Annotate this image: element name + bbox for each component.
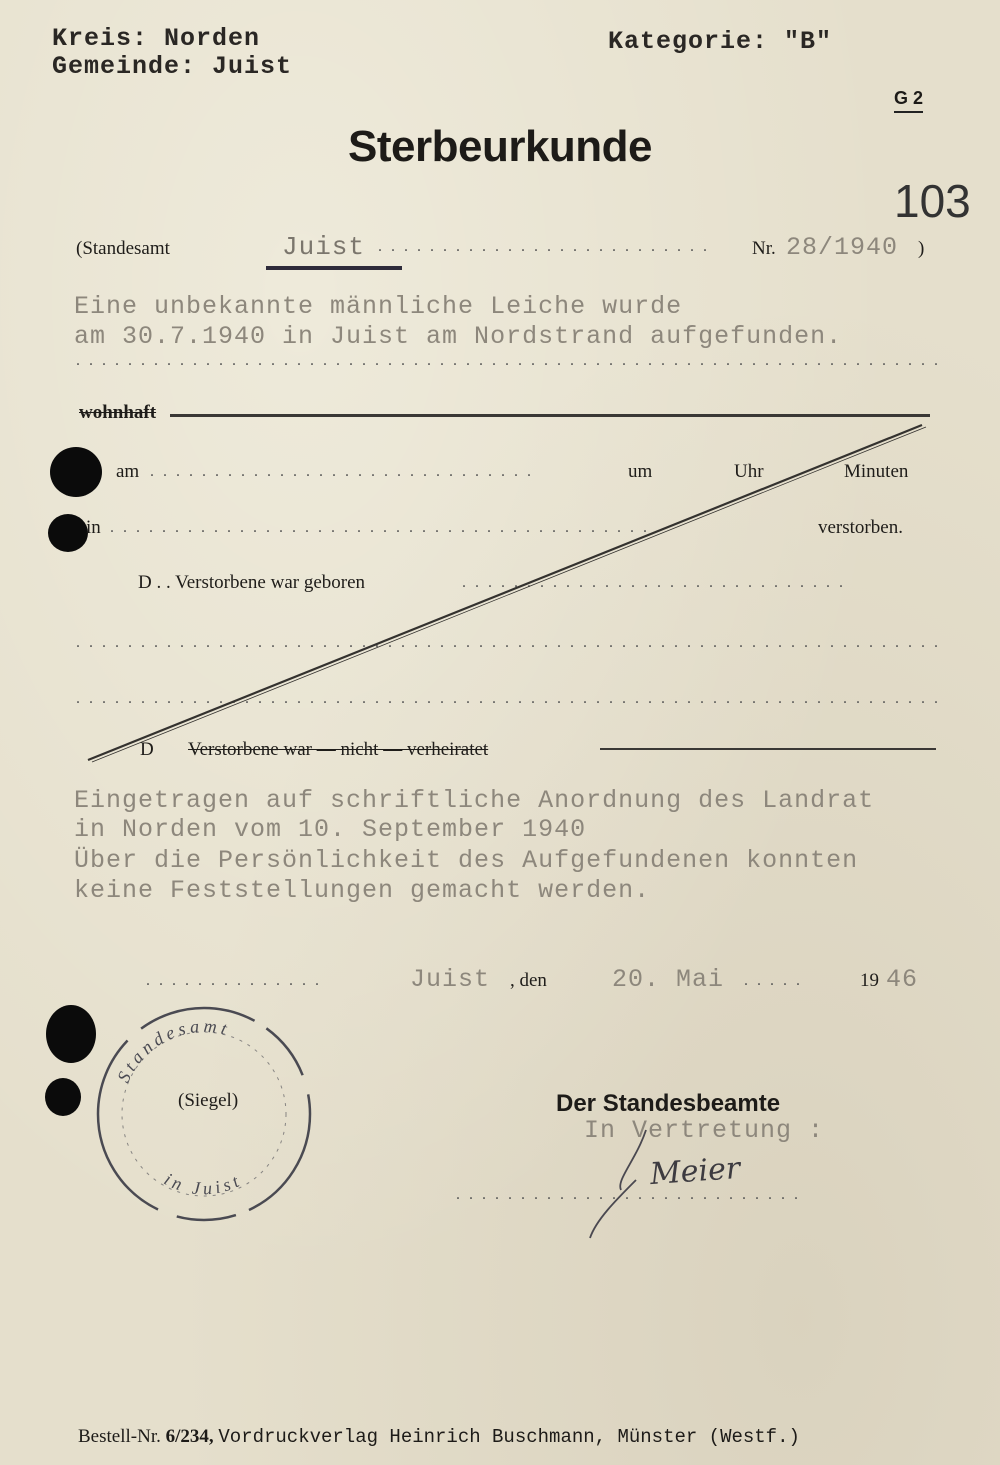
remark-line-2: in Norden vom 10. September 1940 <box>74 815 587 844</box>
date-place: Juist <box>410 965 491 994</box>
minuten-label: Minuten <box>844 461 909 482</box>
uhr-label: Uhr <box>734 461 764 482</box>
stamp-text-top: Standesamt <box>113 1015 233 1086</box>
register-number: 103 <box>894 175 971 227</box>
nr-value: 28/1940 <box>786 233 899 262</box>
geboren-label: D . . Verstorbene war geboren <box>138 572 366 593</box>
signature-dots: ........................... <box>456 1186 807 1203</box>
stamp-text-bottom: in Juist <box>161 1168 246 1199</box>
date-den-label: , den <box>510 970 547 991</box>
signature-name: Meier <box>648 1150 742 1193</box>
standesamt-dots: .......................... <box>378 238 716 255</box>
date-dots-tail: ..... <box>744 972 809 989</box>
nr-label: Nr. <box>752 238 776 259</box>
footer-order-label: Bestell-Nr. <box>78 1426 161 1447</box>
footer-publisher: Vordruckverlag Heinrich Buschmann, Münster (Westf.) <box>218 1426 800 1448</box>
in-label: in <box>86 517 101 538</box>
date-year-prefix: 19 <box>860 970 879 991</box>
punch-hole-bottom-2 <box>45 1078 81 1116</box>
blank-dots-2: ................................................................... <box>76 690 947 707</box>
verstorben-label: verstorben. <box>818 517 903 538</box>
official-stamp <box>86 992 326 1232</box>
date-day-month: 20. Mai <box>612 965 725 994</box>
wohnhaft-label: wohnhaft <box>79 402 157 423</box>
standesamt-label: (Standesamt <box>76 238 170 259</box>
remark-line-1: Eingetragen auf schriftliche Anordnung des Landrat <box>74 786 875 815</box>
remark-line-3: Über die Persönlichkeit des Aufgefundenen konnten <box>74 846 859 875</box>
remark-line-4: keine Feststellungen gemacht werden. <box>74 876 651 905</box>
verheiratet-d: D <box>140 739 154 760</box>
nr-close: ) <box>918 238 925 259</box>
intro-line-1: Eine unbekannte männliche Leiche wurde <box>74 292 683 321</box>
svg-text:in Juist <box>161 1169 245 1199</box>
page-title: Sterbeurkunde <box>348 122 653 171</box>
signature-flourish <box>576 1120 776 1240</box>
kreis-line: Kreis: Norden <box>52 24 261 53</box>
kategorie-line: Kategorie: "B" <box>608 27 833 56</box>
footer-order-number: 6/234, <box>165 1426 214 1447</box>
intro-dots: ................................................................... <box>76 352 947 369</box>
signature-capacity: In Vertretung : <box>584 1116 825 1145</box>
standesamt-value: Juist <box>282 232 366 262</box>
gemeinde-line: Gemeinde: Juist <box>52 52 293 81</box>
verheiratet-label: Verstorbene war — nicht — verheiratet <box>188 739 489 760</box>
signature-title: Der Standesbeamte <box>556 1090 781 1117</box>
footer-order-line <box>78 1426 800 1448</box>
am-label: am <box>116 461 140 482</box>
um-label: um <box>628 461 653 482</box>
geboren-dots: .............................. <box>462 574 852 591</box>
intro-line-2: am 30.7.1940 in Juist am Nordstrand aufgefunden. <box>74 322 843 351</box>
date-year-suffix: 46 <box>886 965 919 994</box>
seal-label: (Siegel) <box>178 1090 239 1111</box>
form-code: G 2 <box>894 88 923 113</box>
in-dots: .......................................... <box>110 519 656 536</box>
am-dots: .............................. <box>150 463 540 480</box>
blank-dots-1: ................................................................... <box>76 634 947 651</box>
date-dots-lead: .............. <box>146 972 328 989</box>
svg-text:Standesamt <box>113 1016 233 1086</box>
